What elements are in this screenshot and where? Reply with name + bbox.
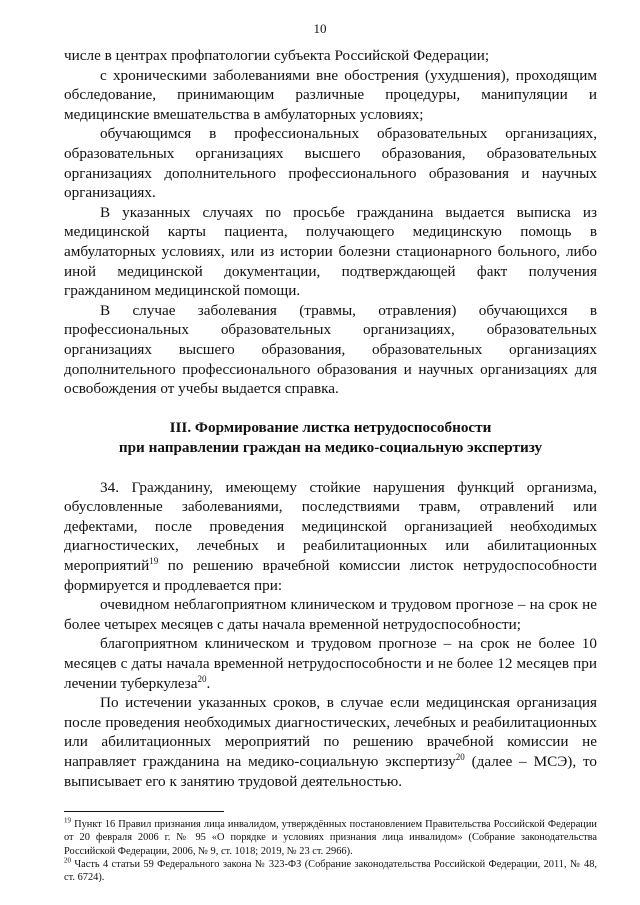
paragraph-34-text: 34. Гражданину, имеющему стойкие нарушения функций организма, обусловленные заболеваниями, последствиями травм, отравлений или дефектами, после проведения медицинской организацией необходимых диагностических, лечебных и реабилитационных или абилитационных мероприятий bbox=[64, 478, 597, 575]
footnote-19 bbox=[64, 818, 597, 858]
footnote-ref-20[interactable]: 20 bbox=[197, 673, 207, 684]
paragraph-34 bbox=[64, 478, 597, 596]
section-heading bbox=[64, 418, 597, 458]
expiration-text-end: (далее – МСЭ), то выписывает его к занятию трудовой деятельностью. bbox=[64, 753, 597, 790]
paragraph-favorable-prognosis bbox=[64, 634, 597, 693]
paragraph-1: числе в центрах профпатологии субъекта Российской Федерации; bbox=[64, 47, 490, 64]
paragraph-34-text-end: по решению врачебной комиссии листок нетрудоспособности формируется и продлевается при: bbox=[64, 557, 597, 594]
footnote-20-text: Часть 4 статьи 59 Федерального закона № 323-ФЗ (Собрание законодательства Российской Федерации, 2011, № 48, ст. 6724). bbox=[64, 858, 597, 883]
paragraph-5: В случае заболевания (травмы, отравления) обучающихся в профессиональных образовательных организациях, образовательных организациях высшего образования, образовательных организациях дополнительного профессионального образования и научных организациях для освобождения от учебы выдается справка. bbox=[64, 301, 597, 398]
favorable-prognosis-text: благоприятном клиническом и трудовом прогнозе – на срок не более 10 месяцев с даты начала временной нетрудоспособности и не более 12 месяцев при лечении туберкулеза bbox=[64, 635, 597, 692]
footnote-20-mark: 20 bbox=[64, 856, 71, 865]
footnote-20 bbox=[64, 858, 597, 884]
footnote-ref-19[interactable]: 19 bbox=[149, 556, 159, 566]
page-body bbox=[64, 46, 597, 884]
paragraph-3: обучающимся в профессиональных образовательных организациях, образовательных организациях высшего образования, образовательных организациях дополнительного профессионального образования и научных организациях. bbox=[64, 125, 597, 202]
footnote-divider bbox=[64, 811, 224, 812]
footnote-19-mark: 19 bbox=[64, 816, 71, 825]
footnote-ref-20-second[interactable]: 20 bbox=[455, 751, 465, 762]
paragraph-2: с хроническими заболеваниями вне обострения (ухудшения), проходящим обследование, принимающим различные процедуры, манипуляции и медицинские вмешательства в амбулаторных условиях; bbox=[64, 66, 597, 123]
paragraph-unfavorable-prognosis: очевидном неблагоприятном клиническом и трудовом прогнозе – на срок не более четырех месяцев с даты начала временной нетрудоспособности; bbox=[64, 596, 597, 633]
favorable-prognosis-text-end: . bbox=[206, 674, 211, 692]
footnotes bbox=[64, 818, 597, 884]
expiration-text: По истечении указанных сроков, в случае если медицинская организация после проведения необходимых диагностических, лечебных и реабилитационных или абилитационных мероприятий по решению врачебной комиссии не направляет гражданина на медико-социальную экспертизу bbox=[64, 694, 597, 770]
section-heading-line-1: III. Формирование листка нетрудоспособности bbox=[169, 418, 492, 436]
page-number: 10 bbox=[313, 21, 327, 36]
section-heading-line-2: при направлении граждан на медико-социальную экспертизу bbox=[118, 438, 543, 456]
paragraph-4: В указанных случаях по просьбе гражданина выдается выписка из медицинской карты пациента, получающего медицинскую помощь в амбулаторных условиях, или из истории болезни стационарного больного, либо иной медицинской документации, подтверждающей факт получения гражданином медицинской помощи. bbox=[64, 203, 597, 300]
footnote-19-text: Пункт 16 Правил признания лица инвалидом, утверждённых постановлением Правительства Российской Федерации от 20 февраля 2006 г. № 95 «О порядке и условиях признания лица инвалидом» (Собрание законодательства Российской Федерации, 2006, № 9, ст. 1018; 2019, № 23 ст. 2966). bbox=[64, 819, 597, 857]
paragraph-expiration bbox=[64, 693, 597, 791]
